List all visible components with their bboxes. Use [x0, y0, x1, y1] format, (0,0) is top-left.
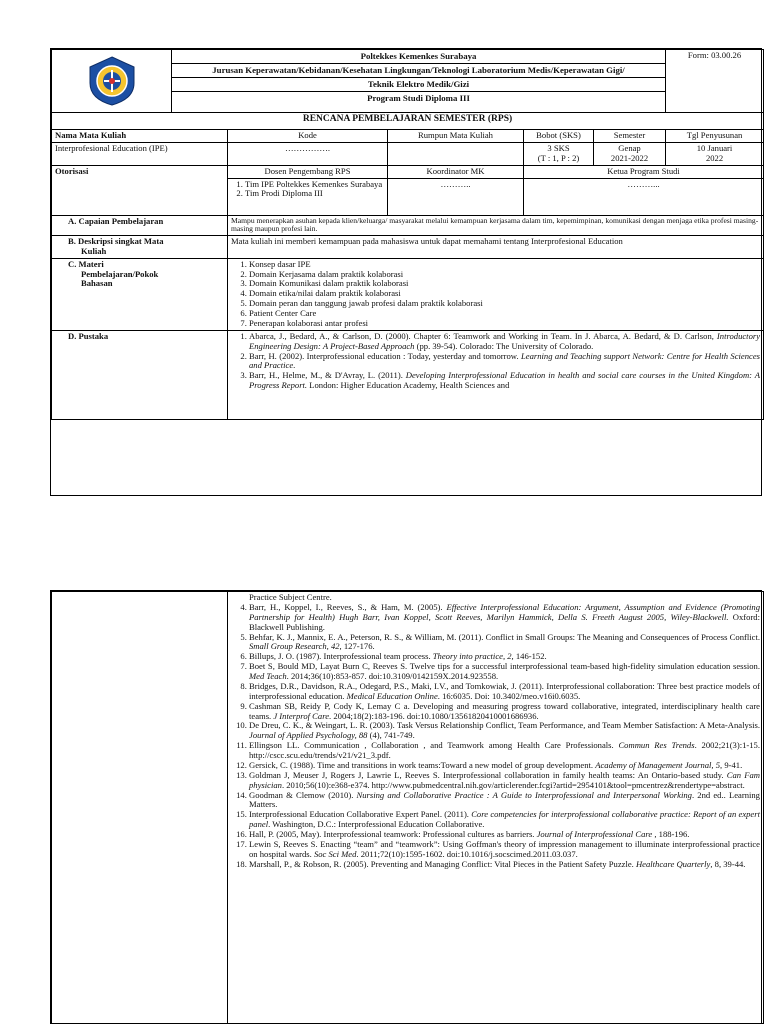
- materi-label-line2: Pembelajaran/Pokok: [81, 268, 159, 279]
- program-name: Program Studi Diploma III: [172, 92, 666, 113]
- reference-source: Core competencies for interprofessional collaborative practice: Report of an expert panel: [249, 809, 760, 830]
- reference-details: .: [293, 360, 296, 371]
- deskripsi-label: [52, 235, 228, 258]
- koordinator-header: Koordinator MK: [388, 165, 524, 178]
- capaian-label: A. Capaian Pembelajaran: [52, 215, 228, 235]
- reference-source: Academy of Management Journal, 5: [595, 759, 721, 770]
- reference-text: Barr, H., Koppel, I., Reeves, S., & Ham, M. (2005).: [249, 601, 447, 612]
- deskripsi-label-line2: Kuliah: [81, 245, 107, 256]
- pustaka-reference: [249, 860, 760, 870]
- pustaka-reference: [249, 791, 760, 811]
- pustaka-reference: [249, 371, 760, 391]
- form-number: Form: 03.00.26: [666, 50, 764, 113]
- reference-details: London: Higher Education Academy, Health Sciences and: [307, 380, 510, 391]
- reference-details: , 188-196.: [652, 829, 690, 839]
- materi-item: 3. Domain Komunikasi dalam praktik kolaborasi: [249, 279, 760, 289]
- pustaka-label-blank: [52, 592, 228, 1024]
- otorisasi-label: Otorisasi: [52, 165, 228, 215]
- ketua-header: Ketua Program Studi: [524, 165, 764, 178]
- reference-text: Hall, P. (2005, May). Interprofessional teamwork: Professional cultures as barriers.: [249, 829, 537, 839]
- semester-value: [594, 142, 666, 165]
- reference-details: , 127-176.: [339, 641, 375, 652]
- rps-page-2: [50, 590, 762, 1024]
- dosen-header: Dosen Pengembang RPS: [228, 165, 388, 178]
- reference-details: . 2014;36(10):853-857. doi:10.3109/0142159X.2014.923558.: [286, 671, 499, 681]
- reference-details: . 2011;72(10):1595-1602. doi:10.1016/j.socscimed.2011.03.037.: [356, 848, 578, 859]
- reference-details: . 2002;21(3):1-15. http://cscc.scu.edu/trends/v21/v21_3.pdf.: [249, 740, 760, 760]
- rps-page-1: [50, 48, 762, 496]
- reference-source: Commun Res Trends: [618, 740, 695, 751]
- reference-details: . 16:6035. Doi: 10.3402/meo.v16i0.6035.: [437, 690, 581, 701]
- pustaka-reference: [249, 810, 760, 830]
- semester-name: Genap: [618, 142, 641, 153]
- rps-table-page-1: [51, 49, 764, 420]
- reference-text: Ellingson LL. Communication , Collaboration , and Teamwork among Health Care Professionals.: [249, 740, 619, 751]
- deskripsi-label-line1: B. Deskripsi singkat Mata: [68, 235, 164, 246]
- bobot-tp: (T : 1, P : 2): [537, 152, 580, 163]
- rps-table-page-2: [51, 591, 764, 1024]
- reference-text: Cashman SB, Reidy P, Cody K, Lemay C a. Developing and measuring progress toward collaborative, integrated, interdisciplinary health care teams.: [249, 700, 760, 721]
- reference-text: Billups, J. O. (1987). Interprofessional team process.: [249, 651, 433, 662]
- reference-source: Med Teach: [249, 671, 287, 681]
- materi-item: 2. Domain Kerjasama dalam praktik kolaborasi: [249, 270, 760, 280]
- reference-source: Developing Interprofessional Education in health and social care courses in the United Kingdom: A Progress Report.: [249, 370, 761, 391]
- kode-header: Kode: [228, 130, 388, 143]
- materi-label-line3: Bahasan: [81, 278, 113, 289]
- pustaka-reference: [249, 702, 760, 722]
- pustaka-cell-page2: [228, 592, 764, 1024]
- reference-details: , 8, 39-44.: [710, 858, 746, 869]
- pustaka-reference: [249, 352, 760, 372]
- reference-source: Introductory Engineering Design: A Project-Based Approach: [249, 330, 761, 351]
- nama-mk-value: Interprofesional Education (IPE): [52, 142, 228, 165]
- materi-item: 4. Domain etika/nilai dalam praktik kolaborasi: [249, 289, 760, 299]
- materi-item: 6. Patient Center Care: [249, 309, 760, 319]
- rumpun-header: Rumpun Mata Kuliah: [388, 130, 524, 143]
- reference-text: Behfar, K. J., Mannix, E. A., Peterson, R. S., & William, M. (2011). Conflict in Small Groups: The Meaning and Consequences of Process Conflict.: [249, 631, 760, 642]
- pustaka-reference: [249, 721, 760, 741]
- dosen-value: [228, 178, 388, 215]
- pustaka-reference: [249, 741, 760, 761]
- materi-item: 7. Penerapan kolaborasi antar profesi: [249, 319, 760, 329]
- reference-details: . 2004;18(2):183-196. doi:10.1080/13561820410001686936.: [329, 710, 539, 721]
- jurusan-name-continued: Teknik Elektro Medik/Gizi: [172, 78, 666, 92]
- tgl-year: 2022: [705, 152, 724, 163]
- pustaka-reference: [249, 840, 760, 860]
- reference-source: Learning and Teaching support Network: Centre for Health Sciences and Practice: [249, 350, 761, 371]
- reference-text: Goldman J, Meuser J, Rogers J, Lawrie L, Reeves S. Interprofessional collaboration in family health teams: An Ontario-based study.: [249, 769, 727, 780]
- dosen-item: 1. Tim IPE Poltekkes Kemenkes Surabaya: [245, 180, 384, 190]
- semester-year: 2021-2022: [610, 152, 649, 163]
- reference-source: Soc Sci Med: [313, 848, 357, 859]
- poltekkes-logo-icon: [86, 55, 138, 107]
- pustaka-label: D. Pustaka: [52, 330, 228, 419]
- capaian-text: Mampu menerapkan asuhan kepada klien/keluarga/ masyarakat melalui kemampuan kerjasama dalam tim, kepemimpinan, komunikasi dengan menjaga etika profesi masing-masing maupun profesi lain.: [228, 215, 764, 235]
- pustaka-list-page1: [231, 332, 760, 391]
- rumpun-value: [388, 142, 524, 165]
- reference-source: Effective Interprofessional Education: Argument, Assumption and Evidence (Promoting Partnership for Health) Hugh Barr, Ivan Koppel, Scott Reeves, Marilyn Hammick, Della S. Freeth August 2005, Wiley-Blackwell.: [249, 601, 760, 622]
- reference-details: . 2nd ed.. Learning Matters.: [249, 789, 760, 810]
- pustaka-reference: [249, 633, 760, 653]
- reference-text: Gersick, C. (1988). Time and transitions in work teams:Toward a new model of group development.: [249, 759, 596, 770]
- semester-header: Semester: [594, 130, 666, 143]
- ketua-value: ………...: [524, 178, 764, 215]
- tgl-day: 10 Januari: [696, 142, 733, 153]
- reference-text: Abarca, J., Bedard, A., & Carlson, D. (2000). Chapter 6: Teamwork and Working in Team. In J. Abarca, A. Bedard, & D. Carlson,: [249, 330, 717, 341]
- reference-text: Boet S, Bould MD, Layat Burn C, Reeves S. Twelve tips for a successful interprofessional team-based high-fidelity simulation education session.: [249, 661, 760, 672]
- reference-text: Lewin S, Reeves S. Enacting “team” and “teamwork”: Using Goffman's theory of impression management to illuminate interprofessional practice on hospital wards.: [249, 838, 760, 859]
- materi-list-cell: [228, 258, 764, 330]
- dosen-item: 2. Tim Prodi Diploma III: [245, 189, 384, 199]
- pustaka-reference: [249, 332, 760, 352]
- reference-source: Journal of Interprofessional Care: [536, 829, 653, 839]
- nama-mk-header: Nama Mata Kuliah: [52, 130, 228, 143]
- reference-source: Healthcare Quarterly: [635, 858, 711, 869]
- reference-text: Barr, H. (2002). Interprofessional education : Today, yesterday and tomorrow.: [249, 350, 521, 361]
- poltekkes-logo: [86, 55, 138, 107]
- jurusan-name: Jurusan Keperawatan/Kebidanan/Kesehatan Lingkungan/Teknologi Laboratorium Medis/Keperawatan Gigi/: [172, 64, 666, 78]
- pustaka-continuation: Practice Subject Centre.: [249, 592, 332, 602]
- doc-title: RENCANA PEMBELAJARAN SEMESTER (RPS): [52, 113, 764, 130]
- pustaka-cell-page1: [228, 330, 764, 419]
- reference-source: Journal of Applied Psychology, 88: [249, 730, 368, 741]
- reference-text: Bridges, D.R., Davidson, R.A., Odegard, P.S., Maki, I.V., and Tomkowiak, J. (2011). Interprofessional collaboration: Three best practice models of interprofessional education.: [249, 680, 760, 701]
- kode-value: …………….: [228, 142, 388, 165]
- logo-cell: [52, 50, 172, 113]
- institution-name: Poltekkes Kemenkes Surabaya: [172, 50, 666, 64]
- pustaka-list-page2: [231, 603, 760, 870]
- reference-details: (pp. 39-54). Colorado: The University of Colorado.: [414, 340, 594, 351]
- koordinator-value: ………..: [388, 178, 524, 215]
- reference-details: . 2010;56(10):e368-e374. http://www.pubmedcentral.nih.gov/articlerender.fcgi?artid=2954101&tool=pmcentrez&rendertype=abstract.: [281, 779, 745, 790]
- materi-list: [231, 260, 760, 329]
- pustaka-reference: [249, 682, 760, 702]
- materi-label-line1: C. Materi: [68, 258, 104, 269]
- deskripsi-text: Mata kuliah ini memberi kemampuan pada mahasiswa untuk dapat memahami tentang Interprofesional Education: [228, 235, 764, 258]
- reference-details: . Washington, D.C.: Interprofessional Education Collaborative.: [268, 819, 485, 830]
- reference-source: Theory into practice, 2: [432, 651, 512, 662]
- pustaka-reference: [249, 771, 760, 791]
- reference-source: Medical Education Online: [346, 690, 438, 701]
- materi-label: [52, 258, 228, 330]
- tgl-header: Tgl Penyusunan: [666, 130, 764, 143]
- reference-text: Goodman & Clemow (2010).: [249, 789, 357, 800]
- reference-source: Can Fam physician: [249, 769, 760, 790]
- reference-source: J Interprof Care: [273, 710, 330, 721]
- materi-item: 1. Konsep dasar IPE: [249, 260, 760, 270]
- materi-item: 5. Domain peran dan tanggung jawab profesi dalam praktik kolaborasi: [249, 299, 760, 309]
- pustaka-reference: [249, 662, 760, 682]
- reference-details: , 9-41.: [720, 759, 743, 770]
- reference-text: De Dreu, C. K., & Weingart, L. R. (2003). Task Versus Relationship Conflict, Team Performance, and Team Member Satisfaction: A Meta-Analysis.: [249, 720, 760, 731]
- reference-source: Nursing and Collaborative Practice : A Guide to Interprofessional and Interpersonal Working: [356, 789, 692, 800]
- reference-text: Interprofessional Education Collaborative Expert Panel. (2011).: [249, 809, 472, 820]
- reference-details: (4), 741-749.: [367, 730, 415, 741]
- bobot-sks: 3 SKS: [547, 142, 570, 153]
- reference-text: Barr, H., Helme, M., & D'Avray, L. (2011).: [249, 370, 406, 381]
- reference-details: , 146-152.: [511, 651, 547, 662]
- reference-details: Oxford: Blackwell Publishing.: [249, 611, 760, 632]
- bobot-header: Bobot (SKS): [524, 130, 594, 143]
- reference-source: Small Group Research, 42: [249, 641, 340, 652]
- bobot-value: [524, 142, 594, 165]
- pustaka-reference: [249, 603, 760, 633]
- reference-text: Marshall, P., & Robson, R. (2005). Preventing and Managing Conflict: Vital Pieces in the Patient Safety Puzzle.: [249, 858, 636, 869]
- tgl-value: [666, 142, 764, 165]
